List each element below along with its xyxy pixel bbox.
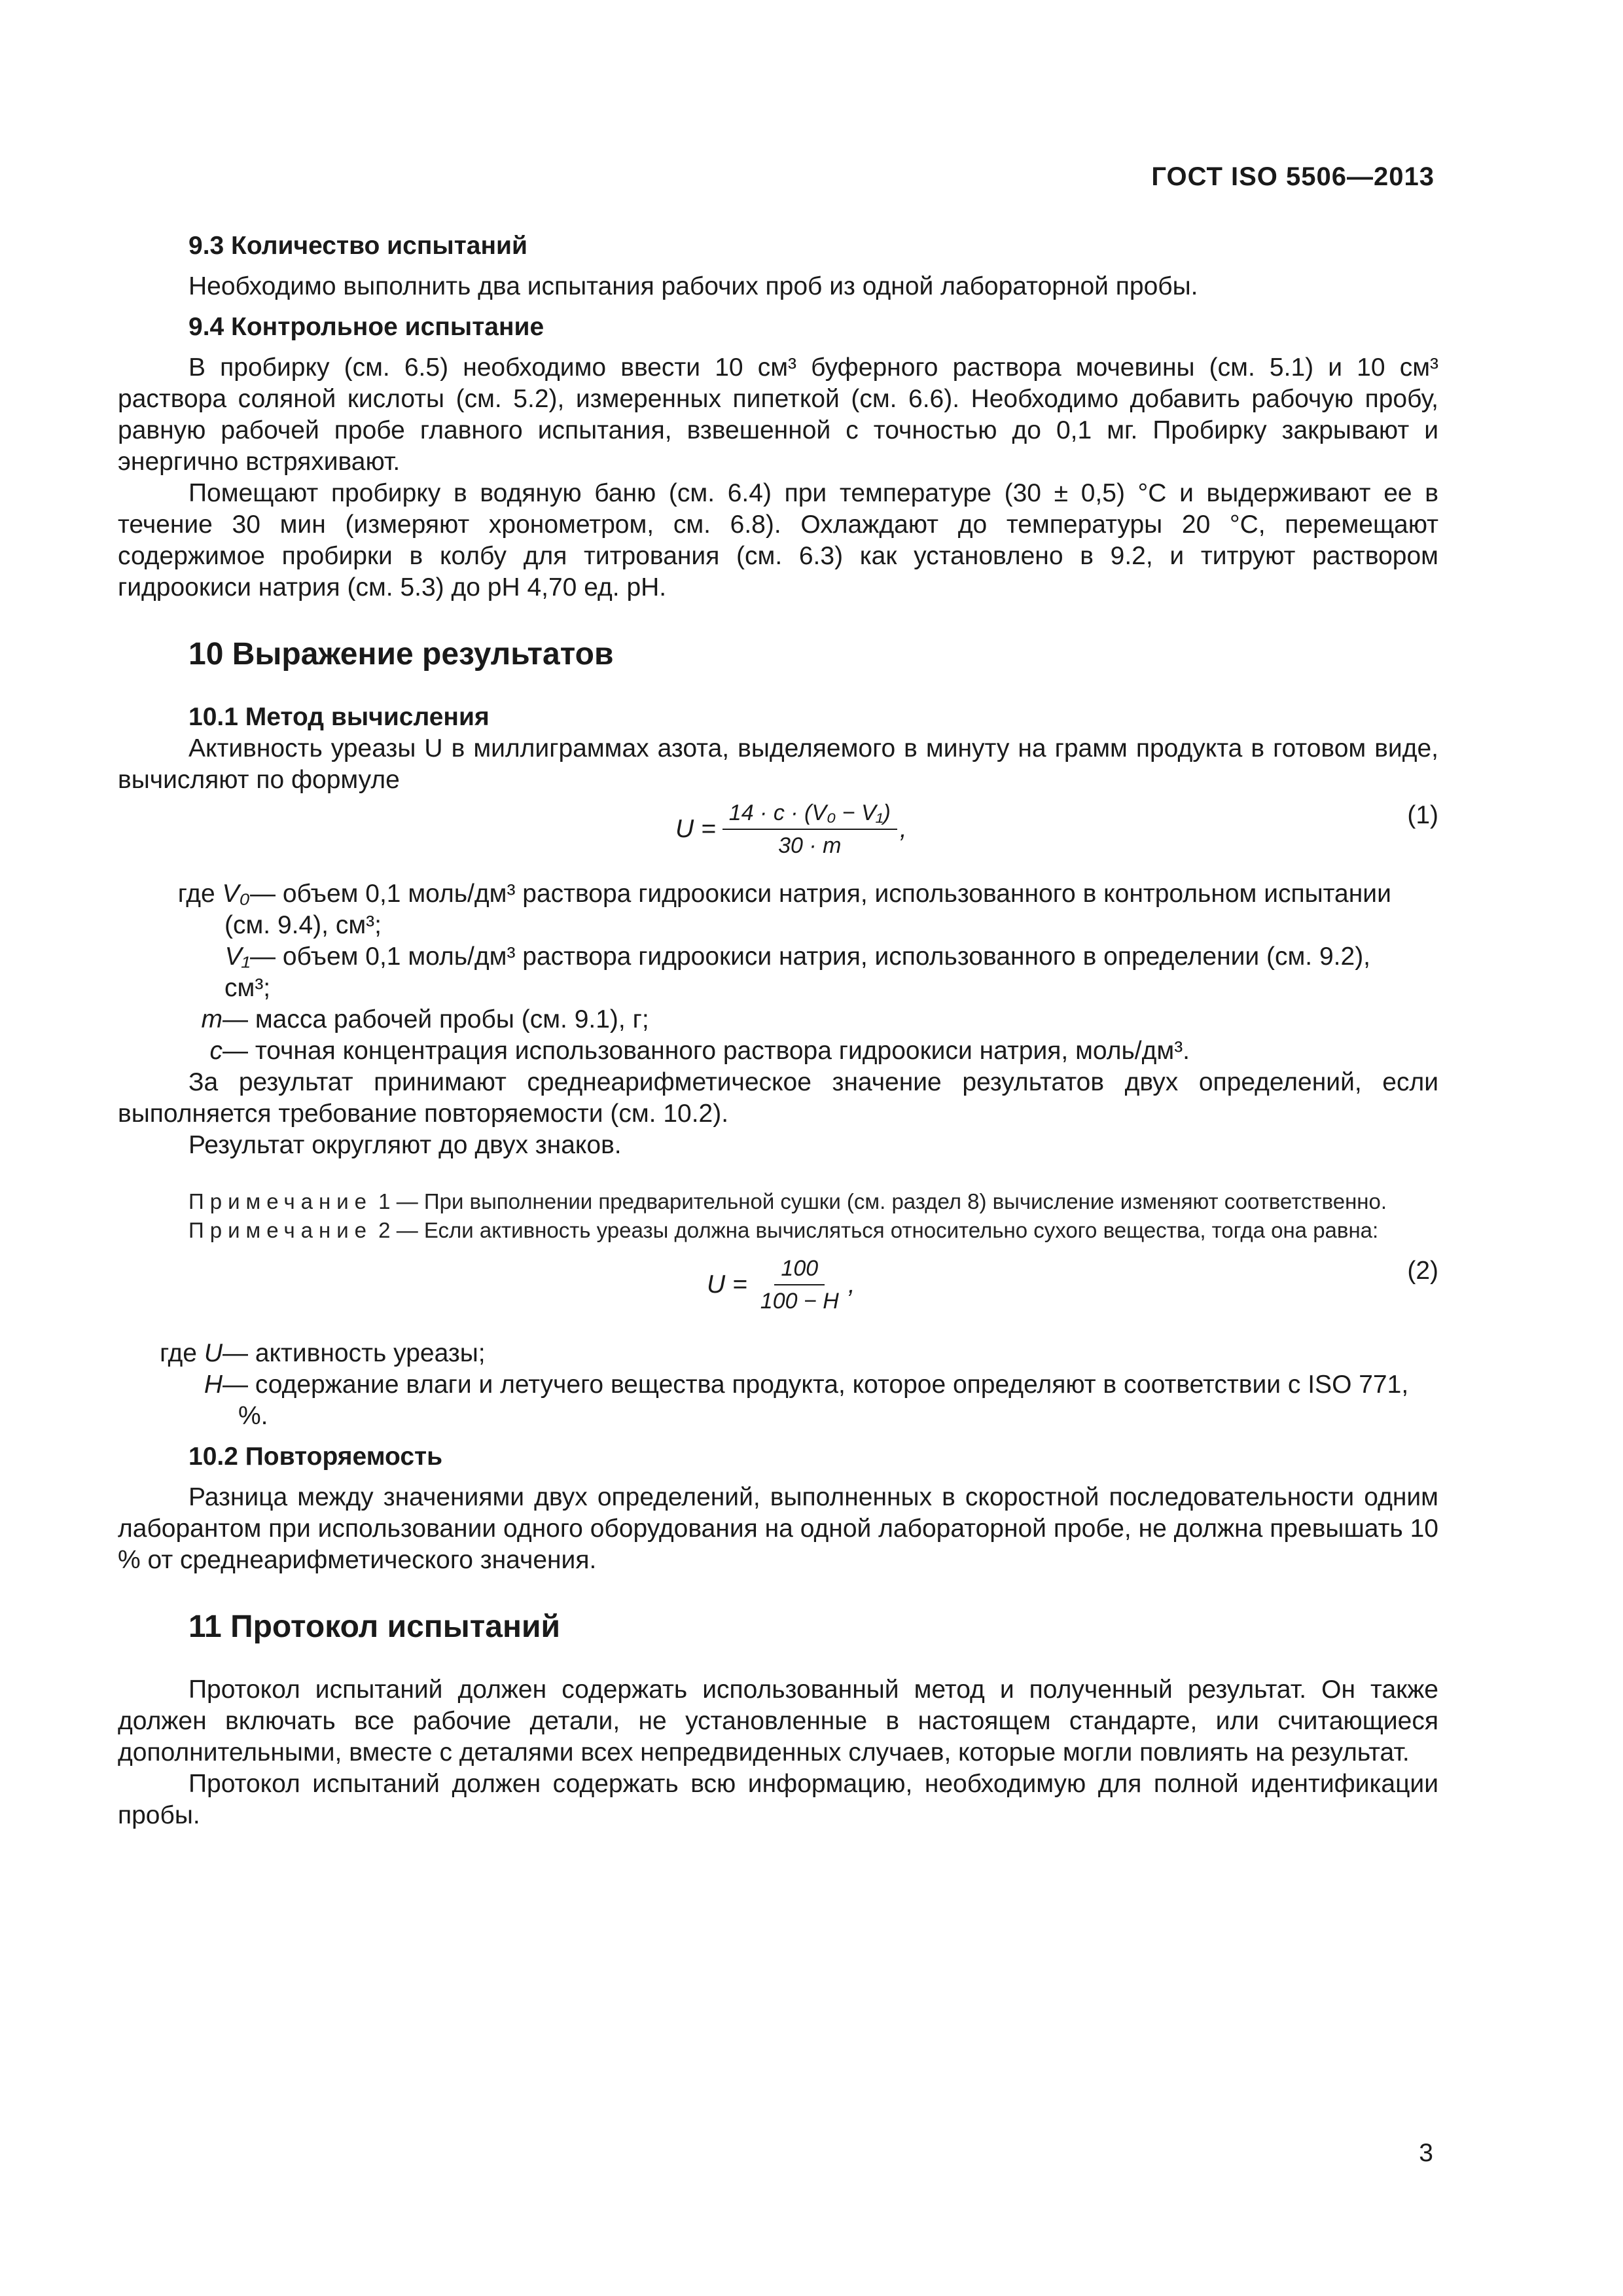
formula-2 [118, 1255, 1438, 1323]
formula-2-fraction [754, 1255, 846, 1314]
note-2-text: 2 — Если активность уреазы должна вычисляться относительно сухого вещества, тогда она равна: [372, 1218, 1379, 1242]
formula-1-denominator: 30 · m [778, 833, 842, 858]
definition-m [118, 1004, 1438, 1035]
page-number: 3 [1419, 2139, 1433, 2167]
definition-continuation: %. [238, 1402, 268, 1430]
formula-1-lhs: U = [675, 815, 716, 843]
definition-text: — активность уреазы; [223, 1339, 486, 1367]
formula-1-number: (1) [1407, 801, 1438, 829]
definition-text: — объем 0,1 моль/дм³ раствора гидроокиси натрия, использованного в контрольном испытании [250, 880, 1391, 908]
section-9-4-paragraph-2: Помещают пробирку в водяную баню (см. 6.4) при температуре (30 ± 0,5) °С и выдерживают ее в течение 30 мин (измеряют хронометром, см. 6.8). Охлаждают до температуры 20 °С, перемещают содержимое пробирки в колбу для титрования (см. 6.3) как установлено в 9.2, и титруют раствором гидроокиси натрия (см. 5.3) до pH 4,70 ед. pH. [118, 479, 1438, 601]
section-11-paragraph-2: Протокол испытаний должен содержать всю информацию, необходимую для полной идентификации пробы. [118, 1770, 1438, 1829]
section-9-4-heading: 9.4 Контрольное испытание [188, 313, 544, 341]
section-11-paragraph-1: Протокол испытаний должен содержать использованный метод и полученный результат. Он также должен включать все рабочие детали, не установленные в настоящем стандарте, или считающиеся дополнительными, вместе с деталями всех непредвиденных случаев, которые могли повлиять на результат. [118, 1676, 1438, 1767]
definition-text: — содержание влаги и летучего вещества продукта, которое определяют в соответствии с ISO 771, [223, 1371, 1409, 1399]
section-10-1-heading: 10.1 Метод вычисления [188, 703, 490, 731]
note-1-text: 1 — При выполнении предварительной сушки (см. раздел 8) вычисление изменяют соответственно. [372, 1189, 1387, 1213]
formula-2-number: (2) [1407, 1257, 1438, 1285]
definition-prefix: где [177, 880, 223, 908]
definition-prefix: где [160, 1339, 204, 1367]
definition-h [118, 1369, 1438, 1432]
section-10-2-heading: 10.2 Повторяемость [188, 1443, 443, 1471]
section-10-heading: 10 Выражение результатов [188, 637, 614, 672]
definition-symbol: H [204, 1371, 223, 1399]
definition-symbol: V₀ [222, 880, 250, 908]
result-statement: За результат принимают среднеарифметическое значение результатов двух определений, если выполняется требование повторяемости (см. 10.2). [118, 1068, 1438, 1128]
definition-symbol: m [201, 1005, 223, 1033]
formula-1-tail: , [899, 815, 907, 843]
definition-symbol: c [209, 1037, 223, 1065]
section-10-1-intro: Активность уреазы U в миллиграммах азота, выделяемого в минуту на грамм продукта в готовом виде, вычисляют по формуле [118, 734, 1438, 794]
document-body [118, 230, 1438, 1831]
formula-2-lhs: U = [707, 1270, 747, 1299]
definition-text: — точная концентрация использованного раствора гидроокиси натрия, моль/дм³. [223, 1037, 1190, 1065]
definition-v1 [118, 941, 1438, 1004]
definition-c [118, 1035, 1438, 1067]
note-1-label: Примечание [188, 1189, 373, 1213]
section-9-4-paragraph-1: В пробирку (см. 6.5) необходимо ввести 10 см³ буферного раствора мочевины (см. 5.1) и 10 см³ раствора соляной кислоты (см. 5.2), измеренных пипеткой (см. 6.6). Необходимо добавить рабочую пробу, равную рабочей пробе главного испытания, взвешенной с точностью до 0,1 мг. Пробирку закрывают и энергично встряхивают. [118, 353, 1438, 476]
note-2 [118, 1216, 1438, 1245]
formula-2-tail: , [847, 1270, 855, 1299]
formula-1 [118, 800, 1438, 865]
formula-2-numerator: 100 [774, 1255, 825, 1285]
section-9-3-heading: 9.3 Количество испытаний [188, 232, 528, 260]
definition-v0 [118, 878, 1438, 941]
definition-continuation: (см. 9.4), см³; [224, 911, 382, 939]
formula-2-denominator: 100 − H [760, 1289, 839, 1314]
definition-text: — масса рабочей пробы (см. 9.1), г; [223, 1005, 649, 1033]
note-1 [118, 1187, 1438, 1216]
definition-text: — объем 0,1 моль/дм³ раствора гидроокиси натрия, использованного в определении (см. 9.2), [250, 942, 1371, 971]
standard-designation: ГОСТ ISO 5506—2013 [1151, 162, 1435, 191]
definition-u [118, 1338, 1438, 1369]
section-11-heading: 11 Протокол испытаний [188, 1609, 560, 1644]
definition-symbol: U [204, 1339, 223, 1367]
formula-1-fraction [722, 800, 897, 859]
formula-1-numerator: 14 · c · (V₀ − V₁) [722, 800, 897, 830]
formula-1-definitions [118, 878, 1438, 1067]
note-2-label: Примечание [188, 1218, 373, 1242]
section-10-2-text: Разница между значениями двух определений, выполненных в скоростной последовательности одним лаборантом при использовании одного оборудования на одной лабораторной пробе, не должна превышать 10 % от среднеарифметического значения. [118, 1483, 1438, 1574]
definition-symbol: V₁ [224, 942, 250, 971]
section-9-3-text: Необходимо выполнить два испытания рабочих проб из одной лабораторной пробы. [188, 272, 1198, 300]
formula-2-definitions [118, 1338, 1438, 1432]
definition-continuation: см³; [224, 974, 271, 1002]
rounding-statement: Результат округляют до двух знаков. [188, 1131, 622, 1159]
